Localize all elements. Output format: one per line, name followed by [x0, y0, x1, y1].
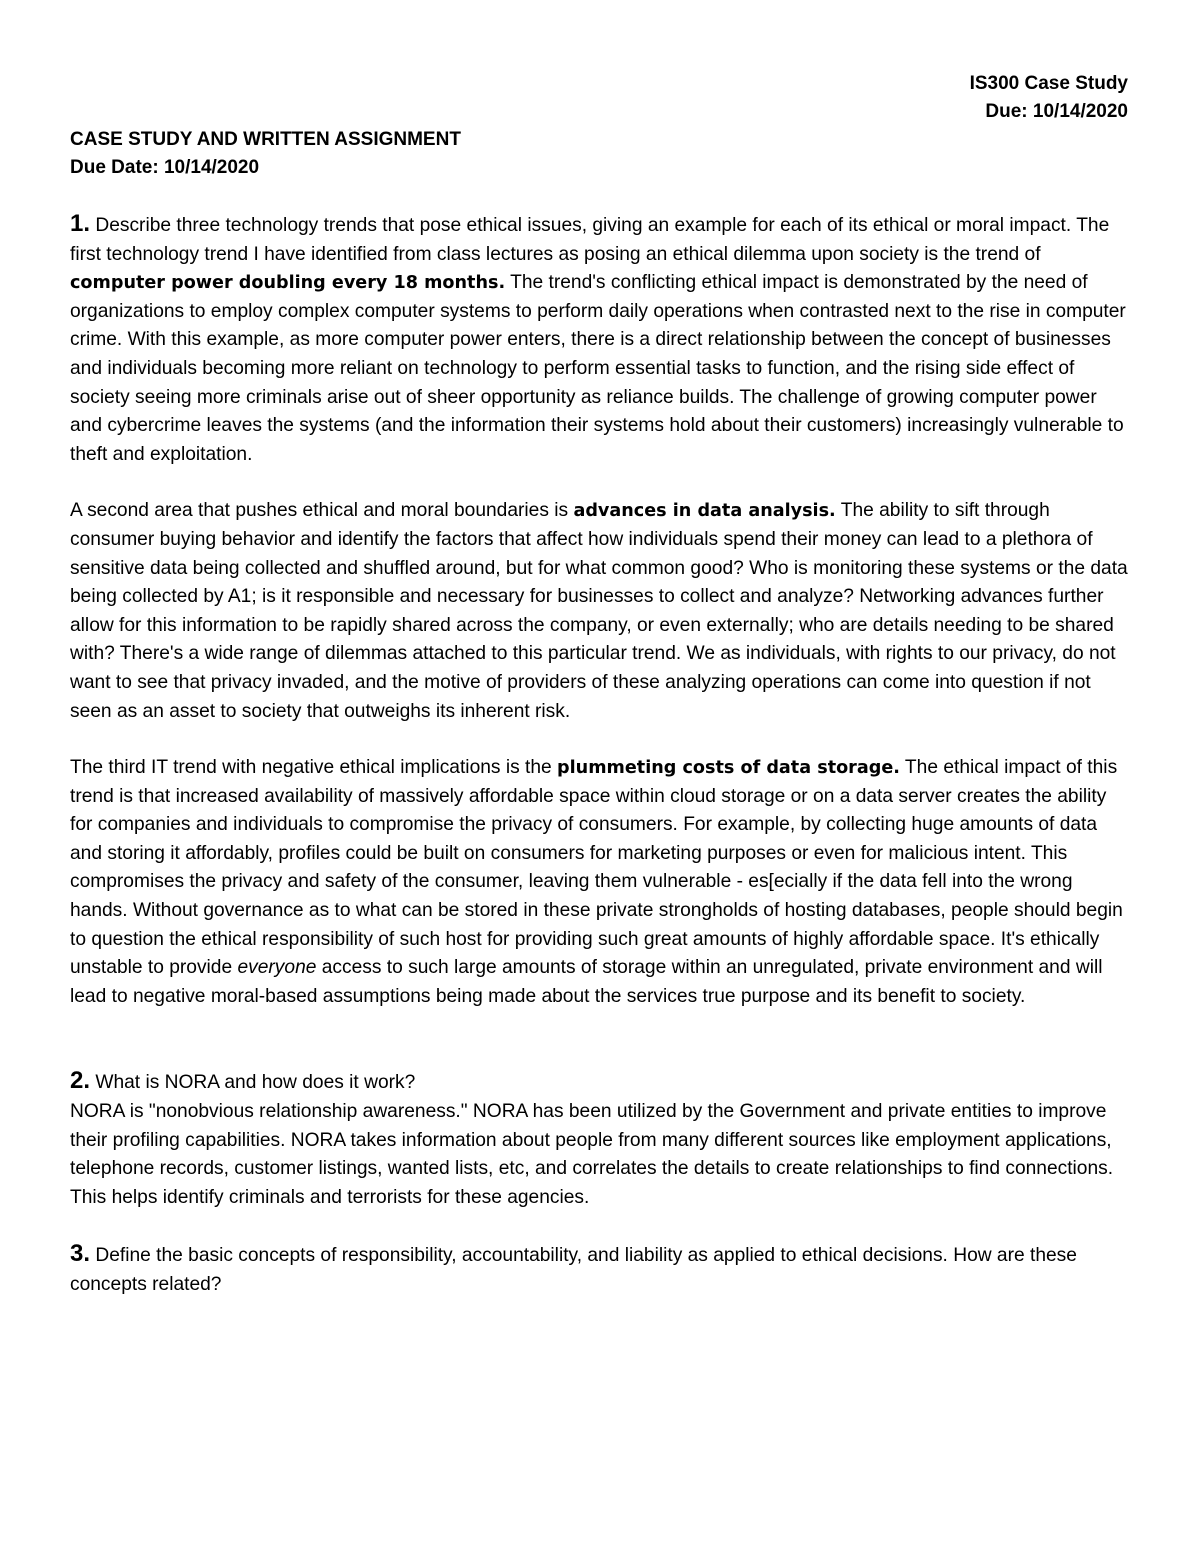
- trend-3-term: plummeting costs of data storage.: [557, 758, 900, 779]
- question-2-text: What is NORA and how does it work?: [90, 1072, 416, 1094]
- trend-1-term: computer power doubling every 18 months.: [70, 273, 506, 294]
- emphasis-everyone: everyone: [237, 957, 317, 979]
- question-2-answer: NORA is "nonobvious relationship awareness." NORA has been utilized by the Government and private entities to improve their profiling capabilities. NORA takes information about people from many different sources like employment applications, telephone records, customer listings, wanted lists, etc, and correlates the details to create relationships to find connections. This helps identify criminals and terrorists for these agencies.: [70, 1101, 1114, 1208]
- question-1-text-a: Describe three technology trends that pose ethical issues, giving an example for each of its ethical or moral impact. The first technology trend I have identified from class lectures as posing an ethical dilemma upon society is the trend of: [70, 215, 1110, 265]
- paragraph-2-text-a: A second area that pushes ethical and moral boundaries is: [70, 500, 574, 522]
- question-2-number: 2.: [70, 1067, 91, 1095]
- question-3-text: Define the basic concepts of responsibility, accountability, and liability as applied to ethical decisions. How are these concepts related?: [70, 1245, 1077, 1295]
- question-1-text-b: The trend's conflicting ethical impact is demonstrated by the need of organizations to employ complex computer systems to perform daily operations when contrasted next to the rise in computer crime. With this example, as more computer power enters, there is a direct relationship between the concept of businesses and individuals becoming more reliant on technology to perform essential tasks to function, and the rising side effect of society seeing more criminals arise out of sheer opportunity as reliance builds. The challenge of growing computer power and cybercrime leaves the systems (and the information their systems hold about their customers) increasingly vulnerable to theft and exploitation.: [70, 272, 1126, 465]
- trend-2-term: advances in data analysis.: [573, 501, 836, 522]
- question-1-paragraph-3: [70, 754, 1132, 1011]
- assignment-title: CASE STUDY AND WRITTEN ASSIGNMENT: [70, 129, 461, 150]
- header-due-date: Due: 10/14/2020: [985, 101, 1128, 122]
- paragraph-3-text-c: access to such large amounts of storage within an unregulated, private environment and will lead to negative moral-based assumptions being made about the services true purpose and its benefit to society.: [70, 957, 1103, 1007]
- question-1-number: 1.: [70, 210, 91, 237]
- document-body: [70, 126, 1132, 1300]
- running-header: [970, 70, 1128, 126]
- question-3-number: 3.: [70, 1240, 91, 1268]
- question-1-paragraph-2: [70, 497, 1132, 726]
- question-1-paragraph-1: [70, 210, 1132, 469]
- question-3-prompt: [70, 1240, 1132, 1299]
- assignment-due-date: Due Date: 10/14/2020: [70, 157, 260, 178]
- paragraph-2-text-b: The ability to sift through consumer buying behavior and identify the factors that affect how individuals spend their money can lead to a plethora of sensitive data being collected and shuffled around, but for what common good? Who is monitoring these systems or the data being collected by A1; is it responsible and necessary for businesses to collect and analyze? Networking advances further allow for this information to be rapidly shared across the company, or even externally; who are details needing to be shared with? There's a wide range of dilemmas attached to this particular trend. We as individuals, with rights to our privacy, do not want to see that privacy invaded, and the motive of providers of these analyzing operations can come into question if not seen as an asset to society that outweighs its inherent risk.: [70, 500, 1128, 722]
- paragraph-3-text-a: The third IT trend with negative ethical implications is the: [70, 757, 558, 779]
- course-title: IS300 Case Study: [969, 73, 1128, 94]
- question-2-prompt: [70, 1067, 1132, 1098]
- paragraph-3-text-b: The ethical impact of this trend is that increased availability of massively affordable space within cloud storage or on a data server creates the ability for companies and individuals to compromise the privacy of consumers. For example, by collecting huge amounts of data and storing it affordably, profiles could be built on consumers for marketing purposes or even for malicious intent. This compromises the privacy and safety of the consumer, leaving them vulnerable - es[ecially if the data fell into the wrong hands. Without governance as to what can be stored in these private strongholds of hosting databases, people should begin to question the ethical responsibility of such host for providing such great amounts of highly affordable space. It's ethically unstable to provide: [70, 757, 1123, 979]
